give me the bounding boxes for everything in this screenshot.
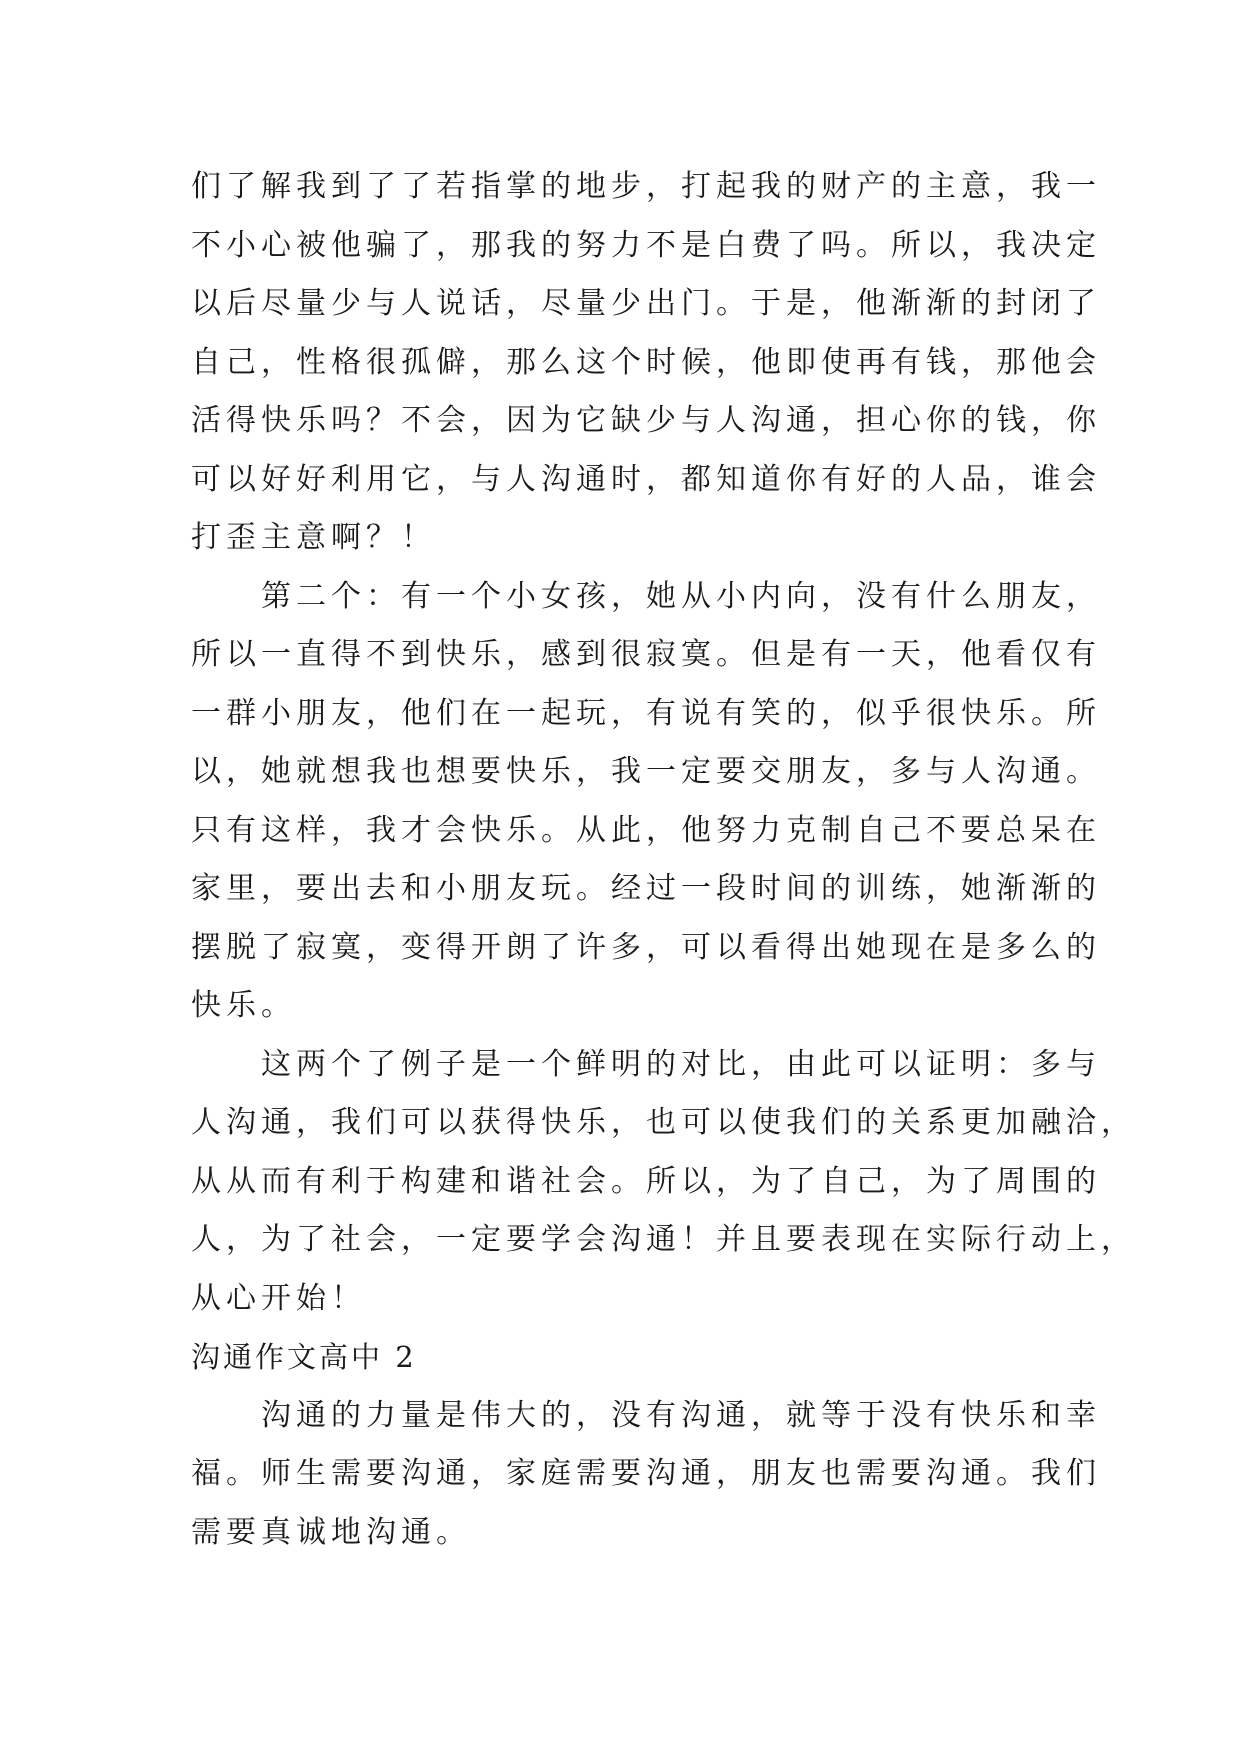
body-line: 以，她就想我也想要快乐，我一定要交朋友，多与人沟通。 <box>191 754 1101 789</box>
body-line: 摆脱了寂寞，变得开朗了许多，可以看得出她现在是多么的 <box>191 929 1101 965</box>
body-line: 不小心被他骗了，那我的努力不是白费了吗。所以，我决定 <box>191 227 1101 263</box>
body-line: 以后尽量少与人说话，尽量少出门。于是，他渐渐的封闭了 <box>191 286 1101 321</box>
body-line: 可以好好利用它，与人沟通时，都知道你有好的人品，谁会 <box>191 461 1101 497</box>
section-line: 沟通的力量是伟大的，没有沟通，就等于没有快乐和幸 <box>191 1397 1101 1433</box>
section-line: 需要真诚地沟通。 <box>191 1514 471 1550</box>
body-line: 从从而有利于构建和谐社会。所以，为了自己，为了周围的 <box>191 1163 1101 1199</box>
body-line: 家里，要出去和小朋友玩。经过一段时间的训练，她渐渐的 <box>191 871 1101 906</box>
body-line: 自己，性格很孤僻，那么这个时候，他即使再有钱，那他会 <box>191 344 1101 380</box>
body-line: 这两个了例子是一个鲜明的对比，由此可以证明：多与 <box>191 1046 1101 1082</box>
body-line: 从心开始！ <box>191 1280 366 1316</box>
body-line: 活得快乐吗？不会，因为它缺少与人沟通，担心你的钱，你 <box>191 403 1101 438</box>
body-line: 人，为了社会，一定要学会沟通！并且要表现在实际行动上， <box>191 1222 1136 1257</box>
section-title: 沟通作文高中 2 <box>191 1340 417 1374</box>
body-line: 一群小朋友，他们在一起玩，有说有笑的，似乎很快乐。所 <box>191 695 1101 731</box>
body-line: 打歪主意啊？！ <box>191 520 436 555</box>
body-line: 只有这样，我才会快乐。从此，他努力克制自己不要总呆在 <box>191 812 1101 848</box>
body-line: 人沟通，我们可以获得快乐，也可以使我们的关系更加融洽， <box>191 1105 1136 1140</box>
body-line: 所以一直得不到快乐，感到很寂寞。但是有一天，他看仅有 <box>191 637 1101 672</box>
document-body <box>191 158 1136 1562</box>
body-line: 们了解我到了了若指掌的地步，打起我的财产的主意，我一 <box>191 169 1101 204</box>
body-line: 快乐。 <box>191 988 296 1023</box>
section-line: 福。师生需要沟通，家庭需要沟通，朋友也需要沟通。我们 <box>191 1456 1101 1491</box>
body-line: 第二个：有一个小女孩，她从小内向，没有什么朋友， <box>191 578 1101 614</box>
